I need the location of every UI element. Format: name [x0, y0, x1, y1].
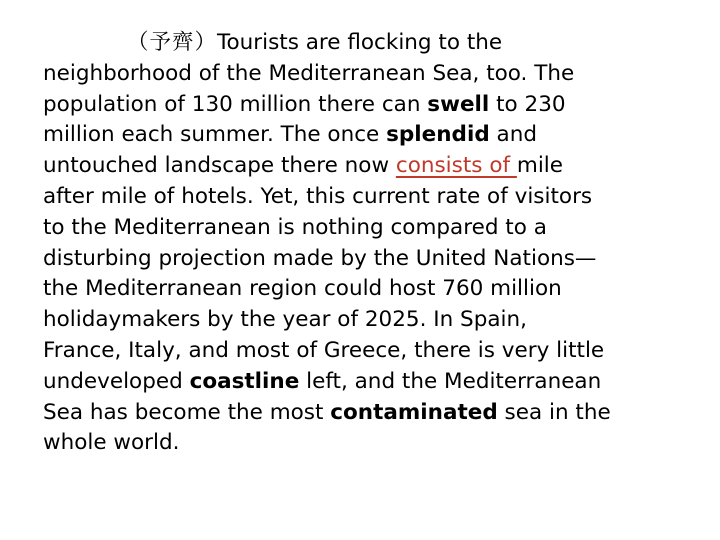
passage-line-14 — [43, 428, 683, 459]
passage-text: holidaymakers by the year of 2025. In Spain, — [43, 307, 527, 333]
keyword-contaminated: contaminated — [330, 399, 498, 425]
passage-line-6 — [43, 182, 683, 213]
passage-text: population of 130 million there can — [43, 91, 428, 117]
passage-line-3 — [43, 90, 683, 121]
passage-text: to the Mediterranean is nothing compared to a — [43, 214, 547, 240]
passage-text: disturbing projection made by the United Nations— — [43, 245, 597, 271]
passage-line-9 — [43, 274, 683, 305]
passage-text: and — [489, 122, 538, 148]
passage-text: Sea has become the most — [43, 399, 331, 425]
keyword-swell: swell — [427, 91, 490, 117]
passage-text: untouched landscape there now — [43, 153, 396, 179]
passage-text: to 230 — [489, 91, 566, 117]
passage-line-2 — [43, 59, 683, 90]
keyword-coastline: coastline — [189, 368, 300, 394]
passage-text: mile — [516, 153, 564, 179]
reading-passage — [43, 28, 683, 459]
paragraph-label: （予齊） — [127, 30, 218, 55]
passage-text: undeveloped — [43, 368, 190, 394]
passage-text: neighborhood of the Mediterranean Sea, too. The — [43, 60, 575, 86]
passage-line-4 — [43, 120, 683, 151]
passage-text: Tourists are flocking to the — [217, 30, 503, 55]
passage-text: the Mediterranean region could host 760 million — [43, 276, 562, 302]
passage-text: whole world. — [43, 430, 180, 456]
passage-line-10 — [43, 305, 683, 336]
passage-line-7 — [43, 213, 683, 244]
passage-line-5 — [43, 151, 683, 182]
passage-line-8 — [43, 244, 683, 275]
passage-text: France, Italy, and most of Greece, there is very little — [43, 337, 605, 363]
keyword-splendid: splendid — [386, 122, 490, 148]
passage-text: after mile of hotels. Yet, this current rate of visitors — [43, 183, 593, 209]
passage-line-11 — [43, 336, 683, 367]
passage-line-12 — [43, 367, 683, 398]
passage-text: million each summer. The once — [43, 122, 387, 148]
passage-line-1 — [43, 28, 683, 59]
passage-line-13 — [43, 398, 683, 429]
passage-text: left, and the Mediterranean — [299, 368, 602, 394]
passage-text: sea in the — [497, 399, 611, 425]
highlighted-phrase: consists of — [395, 153, 517, 179]
